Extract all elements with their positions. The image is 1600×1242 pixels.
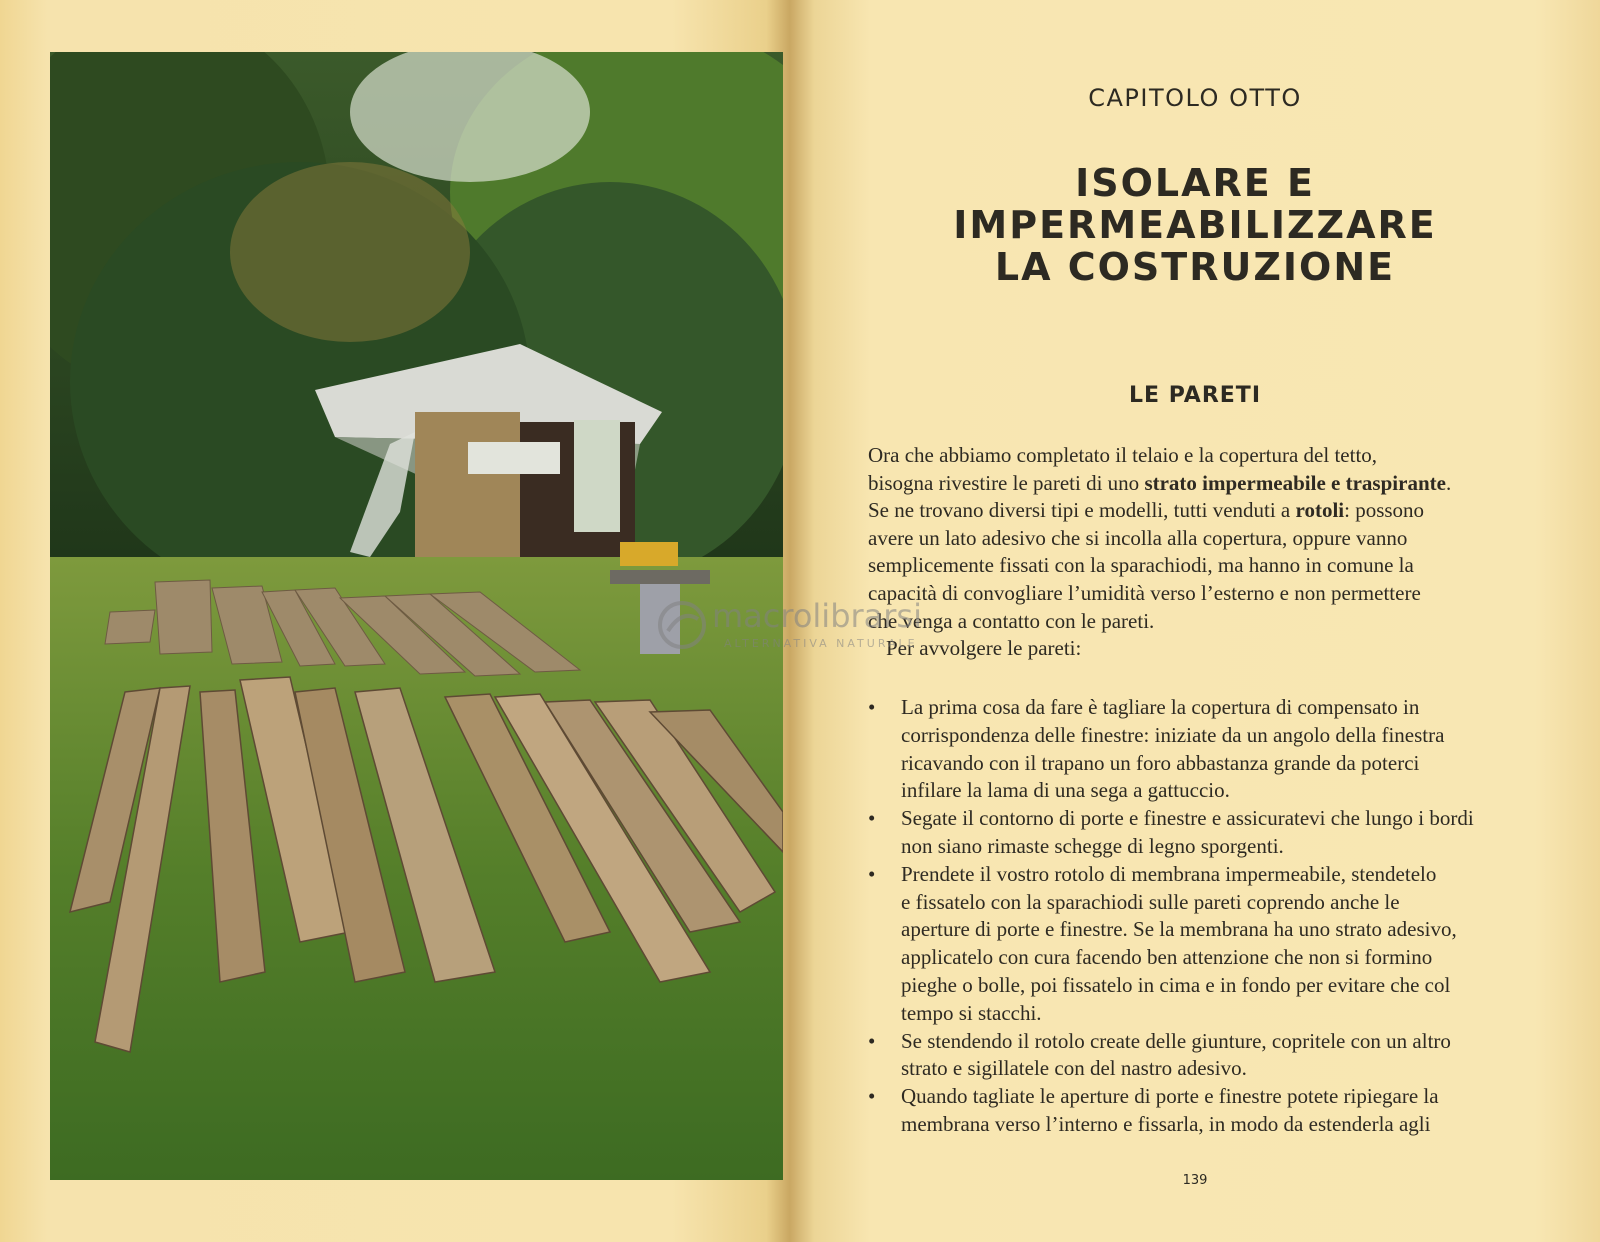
section-heading: LE PARETI <box>1129 383 1261 408</box>
list-item-line: non siano rimaste schegge di legno sporgenti. <box>901 833 1284 858</box>
watermark-name: macrolibrarsi <box>712 597 922 635</box>
intro-line: capacità di convogliare l’umidità verso l’esterno e non permettere <box>868 580 1421 605</box>
bullet-icon: • <box>868 1084 876 1109</box>
list-item-line: aperture di porte e finestre. Se la membrana ha uno strato adesivo, <box>901 917 1457 942</box>
list-item <box>868 1028 1528 1084</box>
chapter-title <box>790 162 1600 288</box>
list-item-line: pieghe o bolle, poi fissatelo in cima e in fondo per evitare che col <box>901 972 1451 997</box>
list-item-line: ricavando con il trapano un foro abbastanza grande da poterci <box>901 750 1420 775</box>
list-item <box>868 694 1528 805</box>
bold-term: strato impermeabile e traspirante <box>1144 470 1446 495</box>
list-item-line: Prendete il vostro rotolo di membrana impermeabile, stendetelo <box>901 861 1437 886</box>
intro-paragraph <box>868 442 1518 663</box>
list-item-line: Segate il contorno di porte e finestre e assicuratevi che lungo i bordi <box>901 806 1474 831</box>
list-item <box>868 1083 1528 1139</box>
intro-line: bisogna rivestire le pareti di uno strato impermeabile e traspirante. <box>868 470 1452 495</box>
list-item <box>868 861 1528 1028</box>
list-item-line: applicatelo con cura facendo ben attenzione che non si formino <box>901 945 1433 970</box>
list-item-line: La prima cosa da fare è tagliare la copertura di compensato in <box>901 695 1420 719</box>
watermark-logo-icon <box>652 595 712 655</box>
intro-line: semplicemente fissati con la sparachiodi, ma hanno in comune la <box>868 553 1414 578</box>
chapter-label: CAPITOLO OTTO <box>1088 84 1302 112</box>
list-item-line: Se stendendo il rotolo create delle giunture, copritele con un altro <box>901 1028 1451 1053</box>
watermark-tagline: ALTERNATIVA NATURALE <box>724 637 918 650</box>
bullet-icon: • <box>868 1028 876 1053</box>
intro-line: Ora che abbiamo completato il telaio e la copertura del tetto, <box>868 443 1378 467</box>
list-item-line: strato e sigillatele con del nastro adesivo. <box>901 1056 1247 1081</box>
list-item-line: tempo si stacchi. <box>901 1000 1042 1025</box>
bullet-icon: • <box>868 806 876 831</box>
chapter-title-line: LA COSTRUZIONE <box>994 245 1396 289</box>
list-item-line: infilare la lama di una sega a gattuccio. <box>901 778 1230 803</box>
chapter-title-line: IMPERMEABILIZZARE <box>953 203 1437 247</box>
list-item-line: Quando tagliate le aperture di porte e finestre potete ripiegare la <box>901 1084 1439 1109</box>
list-item-line: corrispondenza delle finestre: iniziate da un angolo della finestra <box>901 722 1445 747</box>
chapter-title-line: ISOLARE E <box>1075 161 1315 205</box>
bullet-icon: • <box>868 695 876 719</box>
list-item-line: e fissatelo con la sparachiodi sulle pareti coprendo anche le <box>901 889 1400 914</box>
intro-line: Se ne trovano diversi tipi e modelli, tutti venduti a rotoli: possono <box>868 498 1425 523</box>
intro-lead-in: Per avvolgere le pareti: <box>886 636 1082 661</box>
watermark <box>652 595 952 665</box>
bullet-icon: • <box>868 861 876 886</box>
intro-line: che venga a contatto con le pareti. <box>868 608 1155 633</box>
bullet-list <box>868 694 1528 1139</box>
list-item-line: membrana verso l’interno e fissarla, in modo da estenderla agli <box>901 1111 1431 1136</box>
bold-term: rotoli <box>1295 498 1345 523</box>
page-number: 139 <box>1182 1173 1208 1188</box>
list-item <box>868 805 1528 861</box>
intro-line: avere un lato adesivo che si incolla alla copertura, oppure vanno <box>868 525 1408 550</box>
